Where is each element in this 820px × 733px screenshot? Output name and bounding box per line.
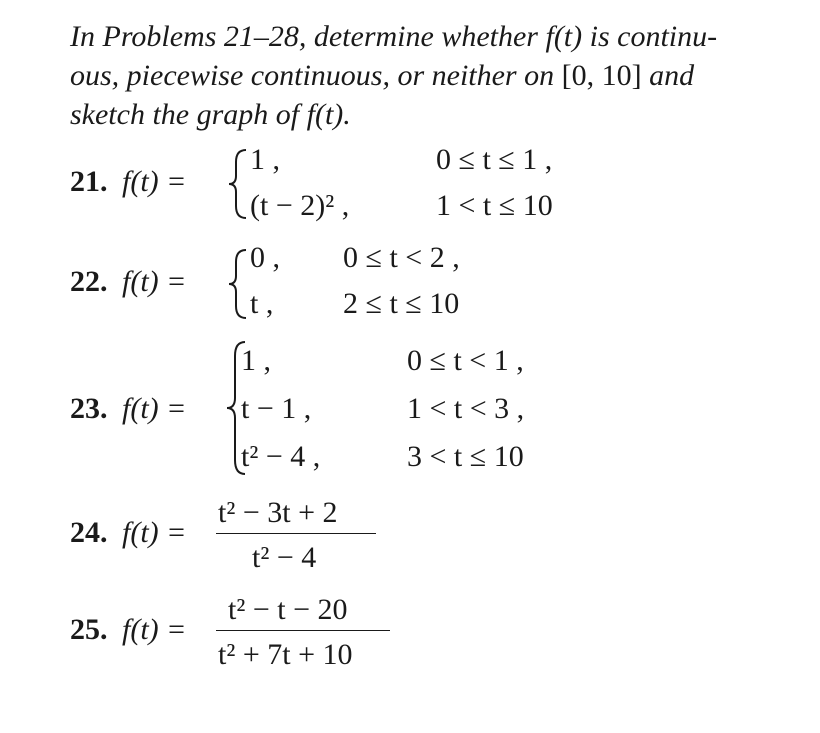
problem-number: 23. — [70, 392, 108, 425]
intro-text: sketch the graph of — [70, 98, 300, 131]
fraction-numerator: t² − t − 20 — [228, 593, 348, 626]
case-condition: 1 < t ≤ 10 — [436, 189, 553, 222]
problem-lhs: f(t) = — [122, 516, 187, 549]
problem-lhs: f(t) = — [122, 613, 187, 646]
intro-interval: [0, 10] — [561, 59, 642, 92]
intro-line-3 — [70, 96, 351, 134]
left-brace-icon — [226, 148, 248, 220]
problem-number: 24. — [70, 516, 108, 549]
case-expression: t , — [250, 287, 274, 320]
fraction-numerator: t² − 3t + 2 — [218, 496, 338, 529]
intro-function: f(t) — [545, 20, 583, 53]
intro-text: In Problems 21–28, determine whether — [70, 20, 538, 53]
case-condition: 3 < t ≤ 10 — [407, 440, 524, 473]
fraction-bar — [216, 630, 390, 631]
problem-lhs: f(t) = — [122, 392, 187, 425]
left-brace-icon — [226, 248, 248, 320]
problem-number: 25. — [70, 613, 108, 646]
case-expression: t − 1 , — [241, 392, 312, 425]
case-condition: 1 < t < 3 , — [407, 392, 525, 425]
intro-function: f(t). — [306, 98, 351, 131]
case-expression: 0 , — [250, 241, 280, 274]
case-condition: 0 ≤ t < 1 , — [407, 344, 524, 377]
case-expression: 1 , — [250, 143, 280, 176]
fraction-denominator: t² − 4 — [252, 541, 317, 574]
intro-text: and — [649, 59, 695, 92]
intro-line-1 — [70, 18, 717, 56]
problem-number: 21. — [70, 165, 108, 198]
fraction-denominator: t² + 7t + 10 — [218, 638, 353, 671]
case-condition: 0 ≤ t ≤ 1 , — [436, 143, 553, 176]
intro-text: ous, piecewise continuous, or neither on — [70, 59, 555, 92]
case-expression: (t − 2)² , — [250, 189, 350, 222]
case-condition: 2 ≤ t ≤ 10 — [343, 287, 460, 320]
case-expression: t² − 4 , — [241, 440, 321, 473]
fraction-bar — [216, 533, 376, 534]
problem-number: 22. — [70, 265, 108, 298]
case-expression: 1 , — [241, 344, 271, 377]
intro-line-2 — [70, 57, 694, 95]
problem-lhs: f(t) = — [122, 265, 187, 298]
problem-lhs: f(t) = — [122, 165, 187, 198]
intro-text: is continu- — [589, 20, 718, 53]
case-condition: 0 ≤ t < 2 , — [343, 241, 460, 274]
